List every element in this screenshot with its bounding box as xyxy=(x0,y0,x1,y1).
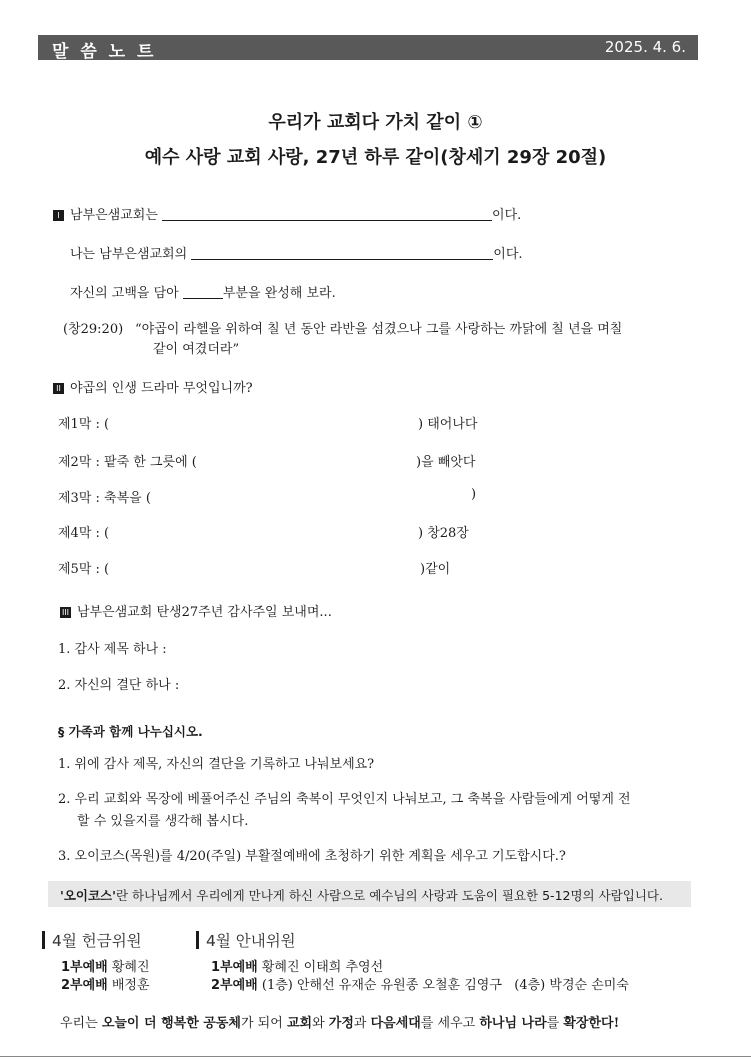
act-4-right: ) 창28장 xyxy=(418,526,469,541)
section-1-line-3 xyxy=(70,282,336,301)
s1-l1-text: 남부은샘교회는 xyxy=(70,208,158,223)
act-4-left: 제4막 : ( xyxy=(58,526,110,541)
offering-names-1: 황혜진 xyxy=(111,960,150,975)
act-5-right: )같이 xyxy=(420,562,451,577)
motto-bold: 교회 xyxy=(286,1016,313,1031)
offering-committee-title: 4월 헌금위원 xyxy=(52,932,142,950)
motto-part: 와 xyxy=(312,1016,329,1031)
s1-l2-text: 나는 남부은샘교회의 xyxy=(70,247,188,262)
guide-names-1: 황혜진 이태희 추영선 xyxy=(261,960,384,975)
offering-row-2 xyxy=(61,974,150,993)
guide-committee-title: 4월 안내위원 xyxy=(206,932,296,950)
motto-bold: 오늘이 더 행복한 공동체 xyxy=(101,1016,241,1031)
offering-names-2: 배정훈 xyxy=(111,978,150,993)
header-date: 2025. 4. 6. xyxy=(604,38,686,56)
section-1-line-2 xyxy=(70,243,523,262)
oikos-note xyxy=(48,881,691,907)
offering-service-1: 1부예배 xyxy=(61,960,108,975)
section-3-heading xyxy=(60,601,332,620)
motto-part: 과 xyxy=(353,1016,371,1031)
family-item-2-line-2: 할 수 있을지를 생각해 봅시다. xyxy=(77,814,249,829)
motto-part: 를 xyxy=(546,1016,564,1031)
guide-service-1: 1부예배 xyxy=(211,960,258,975)
family-item-1: 1. 위에 감사 제목, 자신의 결단을 기록하고 나눠보세요? xyxy=(58,757,375,772)
act-2-right: )을 빼앗다 xyxy=(416,455,476,470)
motto-bold: 하나님 나라 xyxy=(479,1016,547,1031)
guide-row-2 xyxy=(211,974,629,993)
title-line-1: 우리가 교회다 가치 같이 ① xyxy=(268,112,483,133)
s1-l3-text: 자신의 고백을 담아 xyxy=(70,286,179,301)
s1-l3-suffix: 부분을 완성해 보라. xyxy=(222,286,336,301)
decision-item: 2. 자신의 결단 하나 : xyxy=(58,678,180,693)
act-2-left: 제2막 : 팥죽 한 그릇에 ( xyxy=(58,455,197,470)
motto-bold: 가정 xyxy=(328,1016,354,1031)
motto-bold: 다음세대 xyxy=(370,1016,421,1031)
title-line-2: 예수 사랑 교회 사랑, 27년 하루 같이(창세기 29장 20절) xyxy=(144,147,607,168)
s1-l1-suffix: 이다. xyxy=(492,208,522,223)
section-2-heading xyxy=(53,377,253,396)
offering-row-1 xyxy=(61,956,150,975)
section-2-marker: II xyxy=(53,383,64,394)
oikos-definition: 란 하나님께서 우리에게 만나게 하신 사람으로 예수님의 사랑과 도움이 필요한 5-12명의 사람입니다. xyxy=(115,888,663,903)
act-5-left: 제5막 : ( xyxy=(58,562,110,577)
family-heading: § 가족과 함께 나누십시오. xyxy=(58,724,203,739)
s2-heading-text: 야곱의 인생 드라마 무엇입니까? xyxy=(70,381,253,396)
footer-divider xyxy=(0,1056,751,1057)
family-item-3: 3. 오이코스(목원)를 4/20(주일) 부활절예배에 초청하기 위한 계획을 세우고 기도합시다.? xyxy=(58,849,566,864)
act-3-right: ) xyxy=(471,487,477,502)
act-1-right: ) 태어나다 xyxy=(418,417,478,432)
family-item-2-line-1: 2. 우리 교회와 목장에 베풀어주신 주님의 축복이 무엇인지 나눠보고, 그 축복을 사람들에게 어떻게 전 xyxy=(58,792,631,807)
guide-title-bar xyxy=(196,931,199,949)
oikos-term: '오이코스' xyxy=(60,888,116,903)
blank-i-am[interactable] xyxy=(191,246,493,260)
verse-ref: (창29:20) xyxy=(63,322,124,337)
header-label: 말 씀 노 트 xyxy=(52,42,157,62)
offering-service-2: 2부예배 xyxy=(61,978,108,993)
motto-bold: 확장한다! xyxy=(563,1016,620,1031)
s3-heading-text: 남부은샘교회 탄생27주년 감사주일 보내며... xyxy=(77,605,332,620)
blank-church-is[interactable] xyxy=(162,207,492,221)
guide-service-2: 2부예배 xyxy=(211,978,258,993)
blank-confession[interactable] xyxy=(183,285,223,299)
section-3-marker: III xyxy=(61,608,70,617)
verse-line-1: “야곱이 라헬을 위하여 칠 년 동안 라반을 섬겼으나 그를 사랑하는 까닭에 칠 년을 며칠 xyxy=(135,322,623,337)
guide-names-2: (1층) 안해선 유재순 유원종 오철훈 김영구 (4층) 박경순 손미숙 xyxy=(261,978,629,993)
motto-part: 를 세우고 xyxy=(420,1016,480,1031)
church-motto xyxy=(60,1012,619,1031)
act-3-left: 제3막 : 축복을 ( xyxy=(58,491,151,506)
guide-row-1 xyxy=(211,956,383,975)
motto-part: 가 되어 xyxy=(240,1016,287,1031)
thanks-item: 1. 감사 제목 하나 : xyxy=(58,642,167,657)
header-bar xyxy=(38,35,698,60)
section-1-line-1 xyxy=(53,204,521,223)
offering-title-bar xyxy=(42,931,45,949)
act-1-left: 제1막 : ( xyxy=(58,417,110,432)
oikos-note-text xyxy=(60,886,663,904)
motto-part: 우리는 xyxy=(60,1016,102,1031)
verse-line-2: 같이 여겼더라” xyxy=(153,342,240,357)
section-1-marker: I xyxy=(53,210,64,221)
s1-l2-suffix: 이다. xyxy=(493,247,523,262)
